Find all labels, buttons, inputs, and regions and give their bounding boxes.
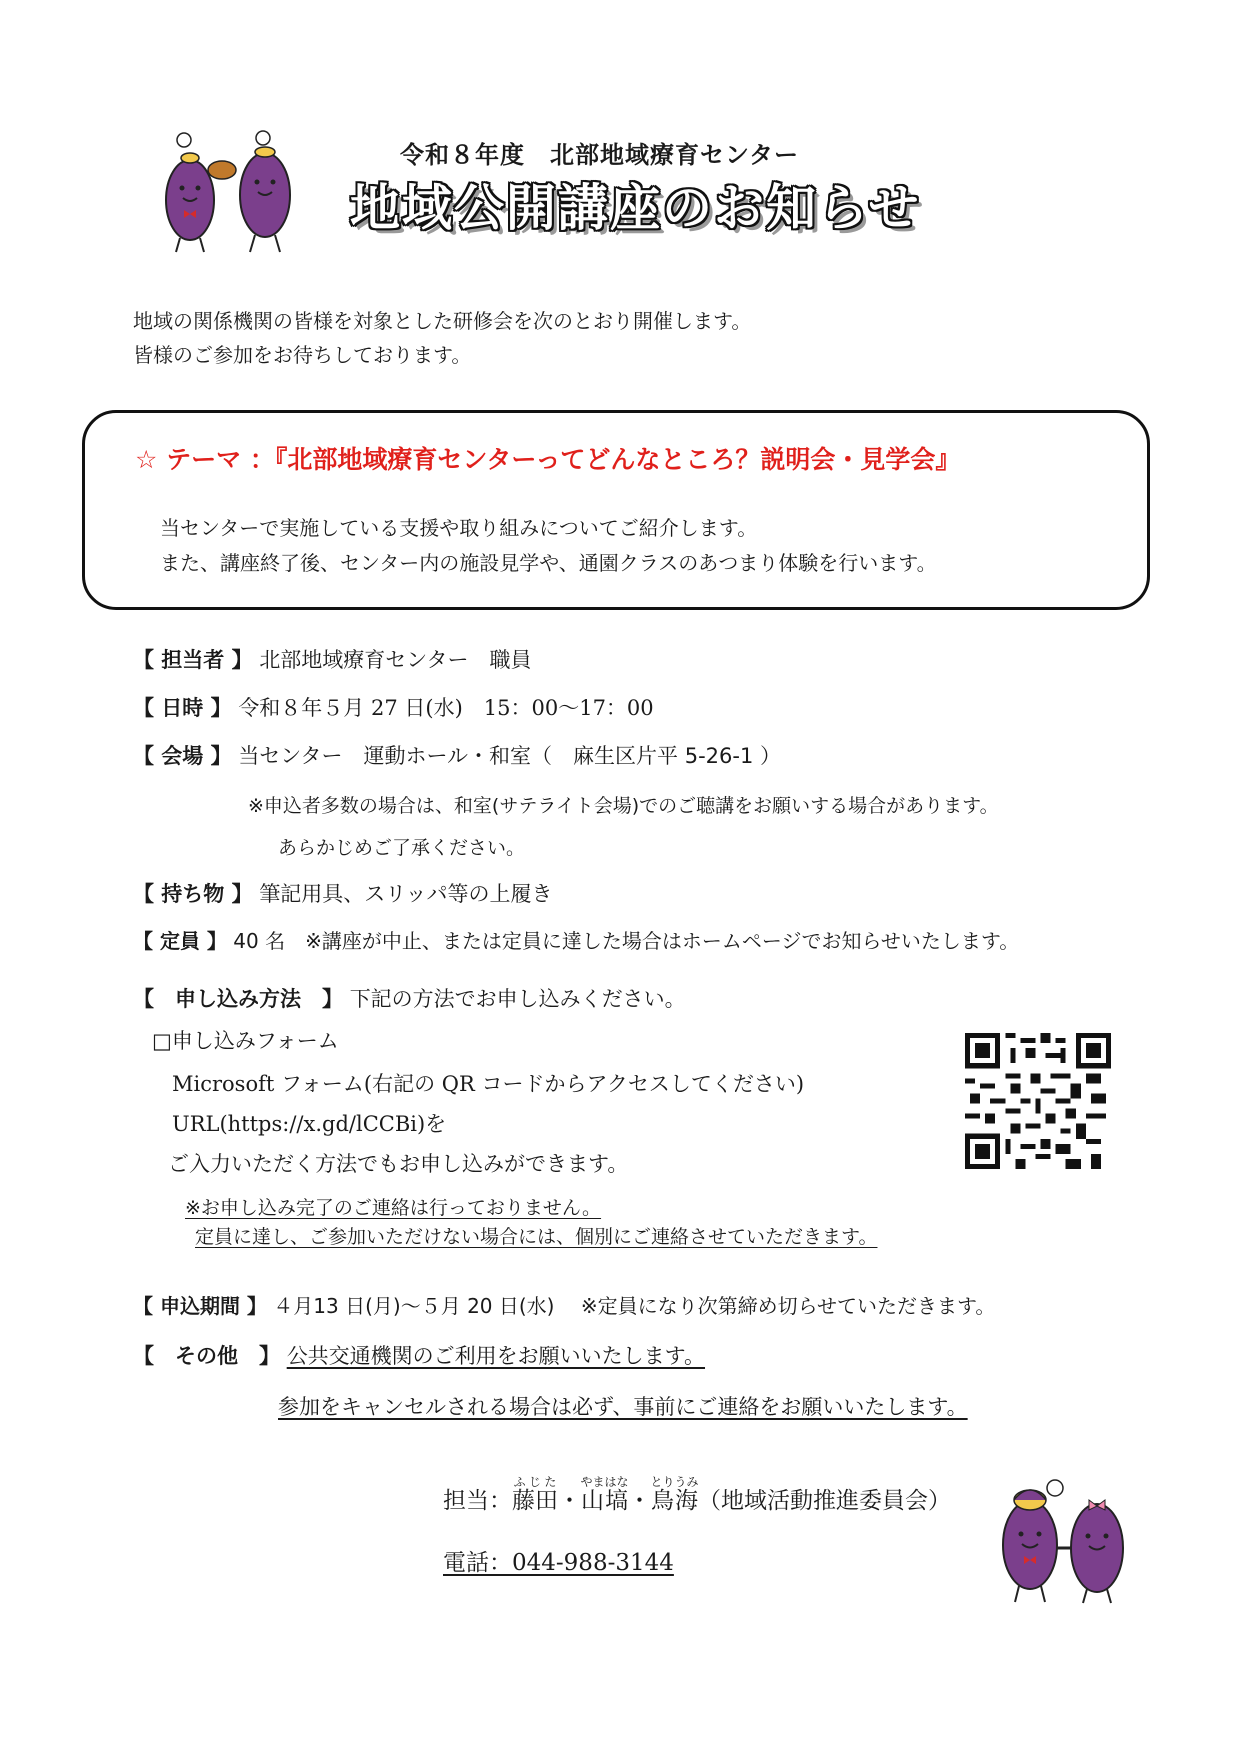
contact-name-3: 鳥海とりうみ bbox=[650, 1475, 699, 1514]
intro-line-2: 皆様のご参加をお待ちしております。 bbox=[133, 343, 472, 367]
mascot-pair-bottom-icon bbox=[985, 1470, 1145, 1605]
apply-row bbox=[133, 983, 686, 1013]
period-label: 【 申込期間 】 bbox=[133, 1294, 267, 1318]
items-value: 筆記用具、スリッパ等の上履き bbox=[259, 882, 553, 906]
contact-name-1: 藤田ふじた bbox=[512, 1475, 558, 1514]
theme-desc-1: 当センターで実施している支援や取り組みについてご紹介します。 bbox=[160, 516, 758, 540]
items-row bbox=[133, 878, 552, 908]
date-value: 令和８年５月 27 日(水) 15：00～17：00 bbox=[238, 696, 654, 720]
date-row bbox=[133, 692, 654, 722]
mascot-pair-top-icon bbox=[150, 130, 320, 255]
theme-title: ☆ テーマ ：『北部地域療育センターってどんなところ？説明会・見学会』 bbox=[135, 445, 961, 474]
apply-value: 下記の方法でお申し込みください。 bbox=[349, 987, 686, 1011]
staff-label: 【 担当者 】 bbox=[133, 648, 253, 672]
date-label: 【 日時 】 bbox=[133, 696, 232, 720]
other-line-1: 公共交通機関のご利用をお願いいたします。 bbox=[286, 1344, 706, 1368]
capacity-row bbox=[133, 925, 1019, 954]
period-value: ４月13 日(月)～５月 20 日(水) ※定員になり次第締め切らせていただきます。 bbox=[273, 1294, 996, 1318]
contact-sep-2: ・ bbox=[628, 1488, 652, 1514]
venue-label: 【 会場 】 bbox=[133, 744, 232, 768]
apply-note-1: ※お申し込み完了のご連絡は行っておりません。 bbox=[185, 1197, 602, 1219]
theme-desc-2: また、講座終了後、センター内の施設見学や、通園クラスのあつまり体験を行います。 bbox=[160, 551, 937, 575]
apply-form-title: □申し込みフォーム bbox=[152, 1029, 339, 1053]
staff-row bbox=[133, 644, 531, 674]
apply-url[interactable]: URL(https://x.gd/lCCBi)を bbox=[172, 1112, 447, 1136]
items-label: 【 持ち物 】 bbox=[133, 882, 253, 906]
other-label: 【 その他 】 bbox=[133, 1344, 280, 1368]
apply-note-2: 定員に達し、ご参加いただけない場合には、個別にご連絡させていただきます。 bbox=[195, 1226, 878, 1248]
contact-staff bbox=[443, 1475, 951, 1515]
capacity-label: 【 定員 】 bbox=[133, 929, 227, 953]
contact-name-2: 山塙やまはな bbox=[580, 1475, 629, 1514]
venue-note-1: ※申込者多数の場合は、和室(サテライト会場)でのご聴講をお願いする場合があります。 bbox=[248, 795, 999, 817]
period-row bbox=[133, 1290, 995, 1319]
qr-code-icon[interactable] bbox=[965, 1033, 1111, 1169]
contact-sep-1: ・ bbox=[558, 1488, 581, 1514]
contact-prefix: 担当： bbox=[443, 1488, 512, 1514]
page-title: 地域公開講座のお知らせ bbox=[350, 179, 921, 237]
apply-line-3: ご入力いただく方法でもお申し込みができます。 bbox=[168, 1152, 629, 1176]
capacity-value: 40 名 ※講座が中止、または定員に達した場合はホームページでお知らせいたします。 bbox=[233, 929, 1020, 953]
header-subtitle: 令和８年度 北部地域療育センター bbox=[400, 141, 800, 169]
venue-note-2: あらかじめご了承ください。 bbox=[278, 837, 526, 859]
venue-value: 当センター 運動ホール・和室（ 麻生区片平 5-26-1 ） bbox=[238, 744, 781, 768]
intro-line-1: 地域の関係機関の皆様を対象とした研修会を次のとおり開催します。 bbox=[133, 309, 752, 333]
staff-value: 北部地域療育センター 職員 bbox=[259, 648, 532, 672]
other-row bbox=[133, 1340, 705, 1370]
venue-row bbox=[133, 740, 781, 770]
apply-line-1: Microsoft フォーム(右記の QR コードからアクセスしてください) bbox=[172, 1072, 805, 1096]
contact-committee: （地域活動推進委員会） bbox=[698, 1488, 952, 1514]
other-line-2: 参加をキャンセルされる場合は必ず、事前にご連絡をお願いいたします。 bbox=[278, 1395, 968, 1419]
apply-label: 【 申し込み方法 】 bbox=[133, 987, 343, 1011]
contact-phone[interactable]: 電話：044-988-3144 bbox=[443, 1550, 674, 1576]
